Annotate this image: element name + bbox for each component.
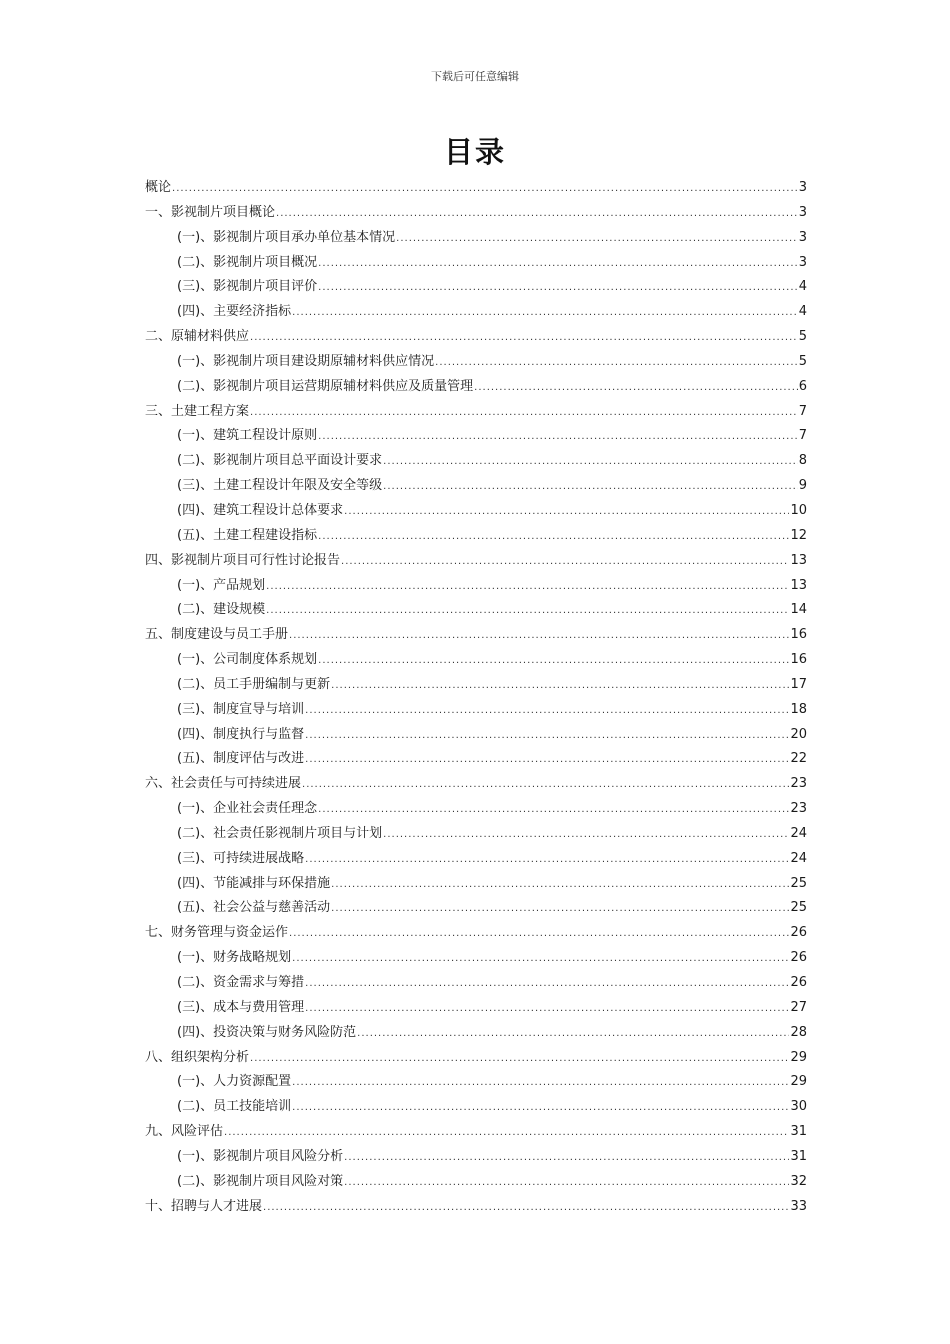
toc-leader-dots bbox=[305, 997, 789, 1022]
toc-page-number: 10 bbox=[790, 502, 807, 518]
toc-entry[interactable] bbox=[145, 325, 807, 350]
toc-entry-title: (一)、产品规划 bbox=[177, 577, 266, 593]
toc-page-number: 3 bbox=[798, 204, 807, 220]
toc-leader-dots bbox=[250, 1047, 789, 1072]
toc-leader-dots bbox=[224, 1121, 789, 1146]
toc-entry-title: (三)、成本与费用管理 bbox=[177, 999, 305, 1015]
toc-leader-dots bbox=[357, 1022, 789, 1047]
toc-entry[interactable] bbox=[145, 946, 807, 971]
toc-entry-title: (二)、影视制片项目概况 bbox=[177, 254, 318, 270]
toc-entry-title: 十、招聘与人才进展 bbox=[145, 1198, 263, 1214]
toc-entry-title: (三)、影视制片项目评价 bbox=[177, 279, 318, 295]
toc-leader-dots bbox=[383, 475, 798, 500]
toc-entry[interactable] bbox=[145, 574, 807, 599]
toc-entry[interactable] bbox=[145, 424, 807, 449]
toc-page-number: 5 bbox=[798, 353, 807, 369]
toc-entry-title: (三)、制度宣导与培训 bbox=[177, 701, 305, 717]
toc-page-number: 6 bbox=[798, 378, 807, 394]
toc-entry-title: (二)、建设规模 bbox=[177, 602, 266, 618]
toc-entry[interactable] bbox=[145, 400, 807, 425]
toc-page-number: 24 bbox=[790, 850, 807, 866]
toc-page-number: 17 bbox=[790, 676, 807, 692]
toc-leader-dots bbox=[383, 823, 789, 848]
toc-page-number: 23 bbox=[790, 776, 807, 792]
toc-leader-dots bbox=[266, 599, 789, 624]
toc-entry[interactable] bbox=[145, 1070, 807, 1095]
toc-entry-title: 四、影视制片项目可行性讨论报告 bbox=[145, 552, 341, 568]
toc-entry[interactable] bbox=[145, 1170, 807, 1195]
toc-leader-dots bbox=[396, 227, 798, 252]
toc-entry[interactable] bbox=[145, 449, 807, 474]
toc-leader-dots bbox=[292, 301, 798, 326]
toc-entry-title: 九、风险评估 bbox=[145, 1124, 224, 1140]
toc-page-number: 9 bbox=[798, 478, 807, 494]
toc-entry-title: (一)、公司制度体系规划 bbox=[177, 652, 318, 668]
toc-page-number: 8 bbox=[798, 453, 807, 469]
toc-page-number: 32 bbox=[790, 1173, 807, 1189]
toc-page-number: 5 bbox=[798, 329, 807, 345]
toc-entry-title: (一)、影视制片项目建设期原辅材料供应情况 bbox=[177, 353, 435, 369]
toc-entry-title: (一)、财务战略规划 bbox=[177, 950, 292, 966]
toc-leader-dots bbox=[318, 276, 798, 301]
toc-page-number: 30 bbox=[790, 1099, 807, 1115]
toc-entry[interactable] bbox=[145, 201, 807, 226]
toc-entry-title: 七、财务管理与资金运作 bbox=[145, 925, 289, 941]
toc-entry-title: (三)、可持续进展战略 bbox=[177, 850, 305, 866]
toc-entry[interactable] bbox=[145, 698, 807, 723]
toc-entry[interactable] bbox=[145, 226, 807, 251]
toc-leader-dots bbox=[292, 1071, 789, 1096]
toc-entry[interactable] bbox=[145, 1046, 807, 1071]
toc-page-number: 22 bbox=[790, 751, 807, 767]
toc-page-number: 16 bbox=[790, 652, 807, 668]
toc-entry-title: (四)、建筑工程设计总体要求 bbox=[177, 502, 344, 518]
toc-page-number: 24 bbox=[790, 825, 807, 841]
toc-page-number: 26 bbox=[790, 950, 807, 966]
page-header: 下载后可任意编辑 bbox=[431, 70, 519, 83]
toc-entry[interactable] bbox=[145, 598, 807, 623]
toc-entry[interactable] bbox=[145, 1120, 807, 1145]
toc-leader-dots bbox=[318, 525, 789, 550]
toc-page-number: 3 bbox=[798, 229, 807, 245]
toc-page-number: 23 bbox=[790, 801, 807, 817]
toc-entry[interactable] bbox=[145, 176, 807, 201]
toc-entry[interactable] bbox=[145, 1195, 807, 1220]
toc-leader-dots bbox=[474, 376, 798, 401]
toc-leader-dots bbox=[289, 922, 789, 947]
toc-leader-dots bbox=[292, 1096, 789, 1121]
toc-leader-dots bbox=[305, 748, 789, 773]
toc-entry[interactable] bbox=[145, 648, 807, 673]
toc-entry[interactable] bbox=[145, 1021, 807, 1046]
toc-entry-title: 概论 bbox=[145, 180, 172, 195]
toc-leader-dots bbox=[305, 724, 789, 749]
toc-leader-dots bbox=[172, 177, 798, 202]
toc-leader-dots bbox=[318, 425, 798, 450]
toc-leader-dots bbox=[318, 649, 789, 674]
toc-entry-title: (四)、投资决策与财务风险防范 bbox=[177, 1024, 357, 1040]
toc-page-number: 7 bbox=[798, 403, 807, 419]
toc-page-number: 26 bbox=[790, 925, 807, 941]
toc-entry[interactable] bbox=[145, 275, 807, 300]
toc-leader-dots bbox=[331, 873, 789, 898]
toc-page-number: 20 bbox=[790, 726, 807, 742]
toc-entry[interactable] bbox=[145, 673, 807, 698]
toc-leader-dots bbox=[305, 848, 789, 873]
toc-leader-dots bbox=[250, 401, 798, 426]
toc-page-number: 14 bbox=[790, 602, 807, 618]
toc-leader-dots bbox=[263, 1196, 789, 1221]
toc-entry[interactable] bbox=[145, 723, 807, 748]
toc-entry[interactable] bbox=[145, 623, 807, 648]
toc-leader-dots bbox=[292, 947, 789, 972]
toc-entry[interactable] bbox=[145, 474, 807, 499]
toc-entry-title: (四)、节能减排与环保措施 bbox=[177, 875, 331, 891]
toc-entry[interactable] bbox=[145, 747, 807, 772]
toc-page-number: 29 bbox=[790, 1049, 807, 1065]
toc-leader-dots bbox=[344, 1146, 789, 1171]
toc-page-number: 18 bbox=[790, 701, 807, 717]
toc-entry-title: (五)、制度评估与改进 bbox=[177, 751, 305, 767]
toc-page-number: 12 bbox=[790, 527, 807, 543]
toc-leader-dots bbox=[266, 575, 789, 600]
toc-page-number: 27 bbox=[790, 999, 807, 1015]
toc-entry[interactable] bbox=[145, 872, 807, 897]
toc-leader-dots bbox=[318, 798, 789, 823]
toc-leader-dots bbox=[305, 972, 789, 997]
toc-page-number: 16 bbox=[790, 627, 807, 643]
toc-entry[interactable] bbox=[145, 921, 807, 946]
toc-page-number: 7 bbox=[798, 428, 807, 444]
toc-entry-title: (四)、主要经济指标 bbox=[177, 304, 292, 320]
toc-leader-dots bbox=[302, 773, 789, 798]
toc-entry[interactable] bbox=[145, 300, 807, 325]
toc-entry[interactable] bbox=[145, 896, 807, 921]
toc-page-number: 26 bbox=[790, 975, 807, 990]
toc-page-number: 25 bbox=[790, 900, 807, 916]
toc-leader-dots bbox=[289, 624, 789, 649]
page-title: 目录 bbox=[443, 135, 506, 169]
toc-leader-dots bbox=[250, 326, 798, 351]
toc-entry-title: (五)、社会公益与慈善活动 bbox=[177, 900, 331, 916]
toc-page-number: 29 bbox=[790, 1074, 807, 1090]
toc-leader-dots bbox=[435, 351, 798, 376]
toc-entry-title: (一)、人力资源配置 bbox=[177, 1074, 292, 1090]
toc-entry[interactable] bbox=[145, 549, 807, 574]
toc-entry[interactable] bbox=[145, 772, 807, 797]
toc-leader-dots bbox=[331, 897, 789, 922]
toc-entry-title: 二、原辅材料供应 bbox=[145, 329, 250, 345]
toc-entry-title: (二)、社会责任影视制片项目与计划 bbox=[177, 825, 383, 841]
toc-leader-dots bbox=[318, 252, 798, 277]
toc-entry-title: (四)、制度执行与监督 bbox=[177, 726, 305, 742]
toc-entry-title: 一、影视制片项目概论 bbox=[145, 204, 276, 220]
toc-entry[interactable] bbox=[145, 524, 807, 549]
toc-page-number: 31 bbox=[790, 1148, 807, 1164]
toc-entry[interactable] bbox=[145, 971, 807, 996]
toc-page-number: 33 bbox=[790, 1198, 807, 1214]
toc-entry-title: 六、社会责任与可持续进展 bbox=[145, 776, 302, 792]
toc-entry-title: (二)、影视制片项目风险对策 bbox=[177, 1173, 344, 1189]
toc-entry[interactable] bbox=[145, 375, 807, 400]
toc-entry[interactable] bbox=[145, 847, 807, 872]
toc-leader-dots bbox=[341, 550, 789, 575]
toc-leader-dots bbox=[344, 1171, 789, 1196]
toc-page-number: 25 bbox=[790, 875, 807, 891]
toc-entry[interactable] bbox=[145, 1095, 807, 1120]
toc-entry-title: 三、土建工程方案 bbox=[145, 403, 250, 419]
toc-leader-dots bbox=[383, 450, 798, 475]
toc-entry-title: (二)、影视制片项目运营期原辅材料供应及质量管理 bbox=[177, 378, 474, 394]
toc-page-number: 13 bbox=[790, 577, 807, 593]
toc-entry-title: (三)、土建工程设计年限及安全等级 bbox=[177, 478, 383, 494]
toc-leader-dots bbox=[305, 699, 789, 724]
toc-entry[interactable] bbox=[145, 251, 807, 276]
table-of-contents bbox=[145, 176, 807, 1219]
toc-page-number: 3 bbox=[798, 180, 807, 195]
toc-leader-dots bbox=[276, 202, 798, 227]
toc-entry-title: (一)、影视制片项目承办单位基本情况 bbox=[177, 229, 396, 245]
toc-entry[interactable] bbox=[145, 1145, 807, 1170]
toc-entry-title: (五)、土建工程建设指标 bbox=[177, 527, 318, 543]
toc-entry-title: (一)、影视制片项目风险分析 bbox=[177, 1148, 344, 1164]
toc-entry-title: (二)、资金需求与筹措 bbox=[177, 975, 305, 990]
toc-entry-title: (二)、影视制片项目总平面设计要求 bbox=[177, 453, 383, 469]
toc-entry-title: (一)、企业社会责任理念 bbox=[177, 801, 318, 817]
toc-page-number: 28 bbox=[790, 1024, 807, 1040]
toc-entry-title: (一)、建筑工程设计原则 bbox=[177, 428, 318, 444]
toc-entry[interactable] bbox=[145, 499, 807, 524]
toc-entry-title: (二)、员工技能培训 bbox=[177, 1099, 292, 1115]
toc-entry[interactable] bbox=[145, 797, 807, 822]
toc-entry-title: 五、制度建设与员工手册 bbox=[145, 627, 289, 643]
toc-entry-title: 八、组织架构分析 bbox=[145, 1049, 250, 1065]
toc-leader-dots bbox=[331, 674, 789, 699]
toc-entry[interactable] bbox=[145, 350, 807, 375]
toc-leader-dots bbox=[344, 500, 789, 525]
toc-page-number: 4 bbox=[798, 279, 807, 295]
toc-entry-title: (二)、员工手册编制与更新 bbox=[177, 676, 331, 692]
toc-entry[interactable] bbox=[145, 822, 807, 847]
toc-page-number: 4 bbox=[798, 304, 807, 320]
toc-page-number: 31 bbox=[790, 1124, 807, 1140]
toc-entry[interactable] bbox=[145, 996, 807, 1021]
toc-page-number: 13 bbox=[790, 552, 807, 568]
toc-page-number: 3 bbox=[798, 254, 807, 270]
